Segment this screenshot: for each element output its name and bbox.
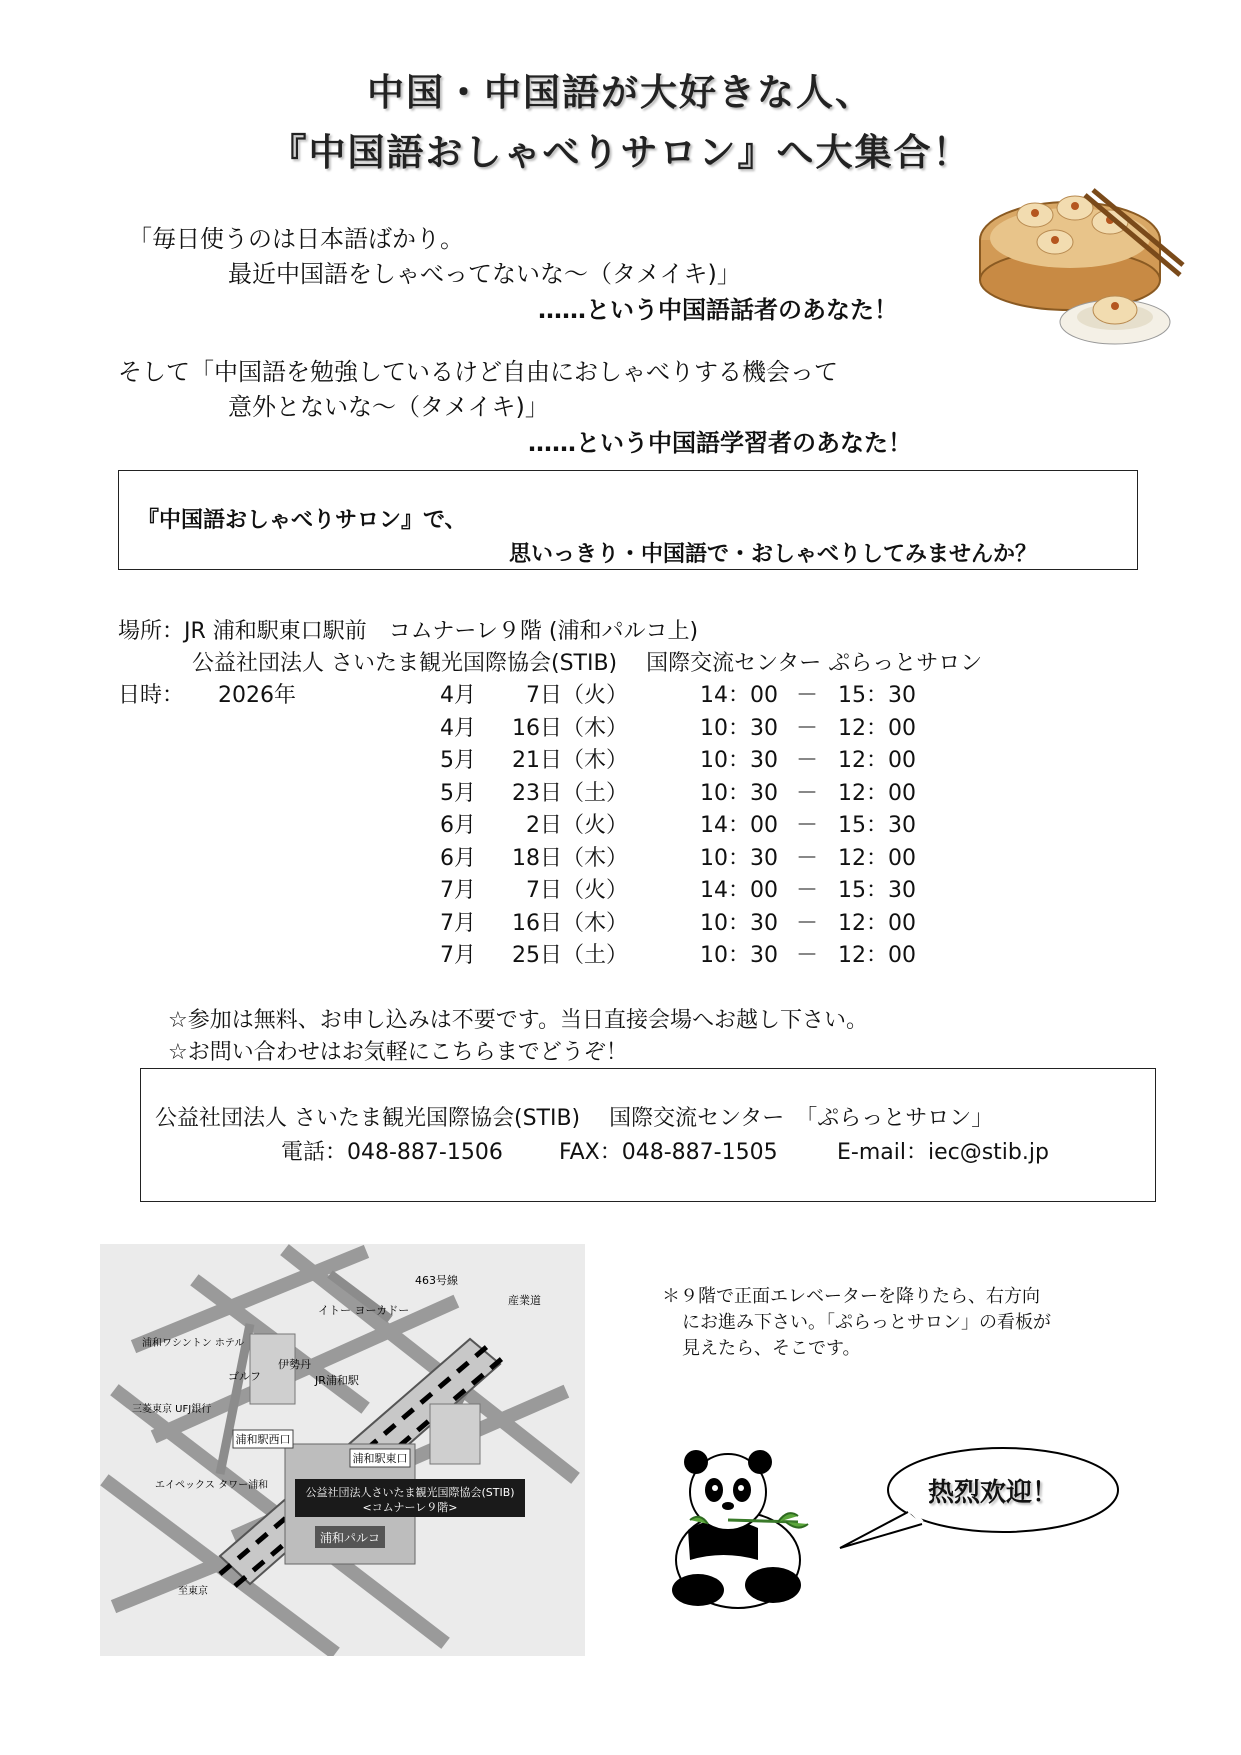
- schedule-day: 2日: [526, 813, 562, 838]
- title-line-1: 中国・中国語が大好きな人、: [367, 71, 874, 114]
- schedule-end: 12：00: [838, 910, 916, 936]
- intro2-line-3: ……という中国語学習者のあなた！: [528, 429, 912, 457]
- schedule-dow: （火）: [562, 813, 629, 838]
- schedule-day: 7日: [526, 878, 562, 903]
- map-label-ito: イトー ヨーカドー: [318, 1304, 410, 1317]
- schedule-start: 10：30: [700, 910, 778, 936]
- schedule-day: 16日: [512, 910, 562, 936]
- note-contact-hint: ☆お問い合わせはお気軽にこちらまでどうぞ！: [168, 1040, 628, 1065]
- directions-line-2: にお進み下さい。「ぷらっとサロン」の看板が: [682, 1312, 1051, 1333]
- map-label-parco: 浦和パルコ: [319, 1531, 381, 1545]
- schedule-dow: （木）: [562, 715, 629, 741]
- schedule-start: 10：30: [700, 845, 778, 871]
- schedule-dash: －: [796, 878, 819, 903]
- schedule-dash: －: [796, 780, 819, 806]
- schedule-start: 14：00: [700, 878, 778, 903]
- intro1-line-1: 「毎日使うのは日本語ばかり。: [128, 225, 464, 253]
- schedule-day: 18日: [512, 845, 562, 871]
- dumpling-steamer-illustration: [975, 180, 1185, 350]
- schedule-day: 21日: [512, 748, 562, 773]
- datetime-label: 日時：: [118, 683, 185, 708]
- schedule-day: 23日: [512, 780, 562, 806]
- map-label-tower: エイペックス タワー浦和: [155, 1480, 269, 1491]
- schedule-dow: （木）: [562, 845, 629, 871]
- map-label-comunale: <コムナーレ９階>: [362, 1501, 458, 1514]
- directions-line-1: ＊９階で正面エレベーターを降りたら、右方向: [662, 1286, 1040, 1307]
- map-label-west-exit: 浦和駅西口: [235, 1433, 291, 1446]
- schedule-month: 5月: [440, 780, 476, 806]
- schedule-month: 7月: [440, 910, 476, 936]
- intro2-line-1: そして「中国語を勉強しているけど自由におしゃべりする機会って: [118, 358, 838, 386]
- callout-line-1: 『中国語おしゃべりサロン』で、: [137, 508, 467, 533]
- schedule-dash: －: [796, 845, 819, 871]
- panda-illustration: [668, 1450, 813, 1610]
- schedule-month: 4月: [440, 715, 476, 741]
- contact-box: [140, 1068, 1156, 1202]
- schedule-dash: －: [796, 683, 819, 708]
- schedule-start: 10：30: [700, 780, 778, 806]
- schedule-month: 4月: [440, 683, 476, 708]
- schedule-day: 25日: [512, 943, 562, 968]
- place-label: 場所：JR 浦和駅東口駅前 コムナーレ９階 (浦和パルコ上): [118, 619, 699, 644]
- schedule-start: 10：30: [700, 943, 778, 968]
- schedule-start: 10：30: [700, 715, 778, 741]
- title-line-2: 『中国語おしゃべりサロン』へ大集合！: [269, 131, 972, 174]
- schedule-dow: （火）: [562, 683, 629, 708]
- intro1-line-2: 最近中国語をしゃべってないな～（タメイキ)」: [228, 260, 741, 288]
- map-label-stib: 公益社団法人さいたま観光国際協会(STIB): [305, 1486, 515, 1499]
- map-label-east-exit: 浦和駅東口: [352, 1452, 408, 1465]
- map-label-463: 463号線: [415, 1274, 458, 1287]
- schedule-end: 12：00: [838, 780, 916, 806]
- note-free: ☆参加は無料、お申し込みは不要です。当日直接会場へお越し下さい。: [168, 1008, 868, 1033]
- schedule-month: 5月: [440, 748, 476, 773]
- callout-box: [118, 470, 1138, 570]
- map-label-bank: 三菱東京 UFJ銀行: [132, 1404, 212, 1415]
- schedule-dow: （木）: [562, 910, 629, 936]
- contact-phone: 電話：048-887-1506: [281, 1140, 503, 1165]
- schedule-end: 12：00: [838, 748, 916, 773]
- schedule-dash: －: [796, 715, 819, 741]
- schedule-day: 16日: [512, 715, 562, 741]
- schedule-start: 14：00: [700, 683, 778, 708]
- schedule-end: 15：30: [838, 878, 916, 903]
- contact-org: 公益社団法人 さいたま観光国際協会(STIB) 国際交流センター 「ぷらっとサロン」: [155, 1106, 994, 1131]
- schedule-dash: －: [796, 748, 819, 773]
- schedule-end: 12：00: [838, 943, 916, 968]
- schedule-dow: （土）: [562, 780, 629, 806]
- schedule-month: 7月: [440, 878, 476, 903]
- schedule-dow: （火）: [562, 878, 629, 903]
- schedule-dash: －: [796, 910, 819, 936]
- schedule-start: 14：00: [700, 813, 778, 838]
- schedule-end: 12：00: [838, 715, 916, 741]
- schedule-end: 15：30: [838, 683, 916, 708]
- callout-line-2: 思いっきり・中国語で・おしゃべりしてみませんか？: [509, 542, 1038, 567]
- schedule-dow: （木）: [562, 748, 629, 773]
- access-map: [100, 1244, 585, 1656]
- place-line-2: 公益社団法人 さいたま観光国際協会(STIB) 国際交流センター ぷらっとサロン: [192, 651, 983, 676]
- schedule-end: 15：30: [838, 813, 916, 838]
- schedule-dash: －: [796, 943, 819, 968]
- schedule-month: 6月: [440, 813, 476, 838]
- schedule-day: 7日: [526, 683, 562, 708]
- map-label-hotel: 浦和ワシントン ホテル: [142, 1338, 245, 1349]
- directions-line-3: 見えたら、そこです。: [682, 1338, 861, 1359]
- schedule-month: 7月: [440, 943, 476, 968]
- schedule-dow: （土）: [562, 943, 629, 968]
- schedule-start: 10：30: [700, 748, 778, 773]
- map-label-isetan: 伊勢丹: [278, 1358, 311, 1371]
- welcome-text: 热烈欢迎！: [928, 1478, 1059, 1508]
- datetime-year: 2026年: [218, 683, 296, 708]
- schedule-end: 12：00: [838, 845, 916, 871]
- map-label-tokyo: 至東京: [178, 1586, 208, 1597]
- contact-email[interactable]: E-mail：iec@stib.jp: [837, 1140, 1049, 1165]
- intro1-line-3: ……という中国語話者のあなた！: [538, 296, 898, 324]
- map-label-jr: JR浦和駅: [315, 1374, 359, 1387]
- schedule-dash: －: [796, 813, 819, 838]
- contact-fax: FAX：048-887-1505: [559, 1140, 778, 1165]
- intro2-line-2: 意外とないな～（タメイキ)」: [228, 393, 549, 421]
- map-label-daiku: 産業道: [508, 1294, 541, 1307]
- schedule-month: 6月: [440, 845, 476, 871]
- map-label-golf: ゴルフ: [228, 1370, 261, 1383]
